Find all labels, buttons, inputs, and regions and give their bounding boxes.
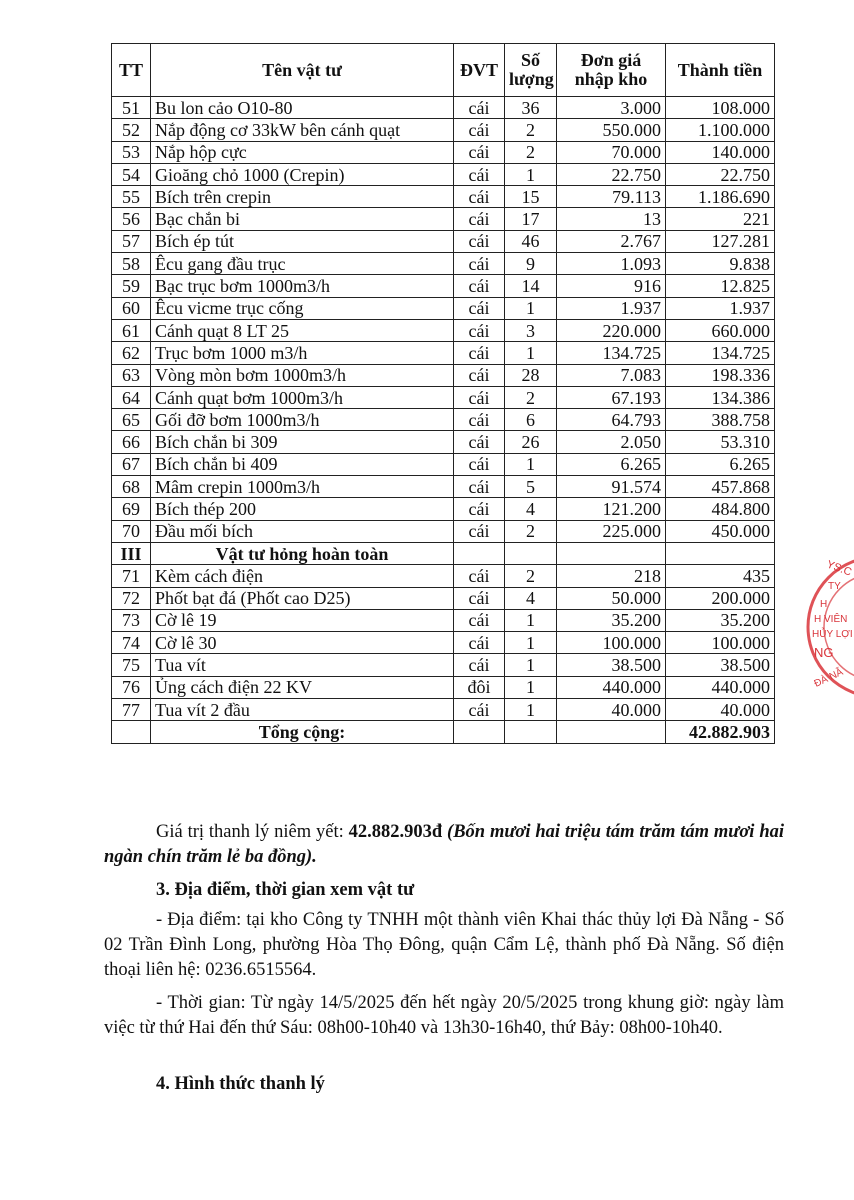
- table-row: [112, 676, 775, 698]
- cell-unit: cái: [454, 275, 505, 297]
- header-tt: TT: [112, 44, 151, 97]
- table-row: [112, 453, 775, 475]
- cell-total: 388.758: [666, 409, 775, 431]
- cell-tt: 55: [112, 186, 151, 208]
- materials-table: [111, 43, 775, 744]
- table-row: [112, 141, 775, 163]
- cell-total: 38.500: [666, 654, 775, 676]
- cell-total: 134.386: [666, 386, 775, 408]
- cell-name: Bích chắn bi 309: [151, 431, 454, 453]
- cell-name: Gối đỡ bơm 1000m3/h: [151, 409, 454, 431]
- listed-value-words: (Bốn mươi hai triệu tám trăm tám mươi hai ngàn chín trăm lẻ ba đồng).: [104, 822, 785, 867]
- location-paragraph: - Địa điểm: tại kho Công ty TNHH một thành viên Khai thác thủy lợi Đà Nẵng - Số 02 Trần Đình Long, phường Hòa Thọ Đông, quận Cẩm Lệ, thành phố Đà Nẵng. Số điện thoại liên hệ: 0236.6515564.: [104, 910, 784, 980]
- cell-price: 916: [557, 275, 666, 297]
- cell-qty: 1: [505, 609, 557, 631]
- table-row: [112, 520, 775, 542]
- cell-qty: 2: [505, 141, 557, 163]
- cell-name: Bạc trục bơm 1000m3/h: [151, 275, 454, 297]
- cell-total: 457.868: [666, 476, 775, 498]
- cell-total: 134.725: [666, 342, 775, 364]
- cell-price: 64.793: [557, 409, 666, 431]
- svg-text:YS.C: YS.C: [824, 558, 854, 579]
- table-row: [112, 699, 775, 721]
- cell-qty: 28: [505, 364, 557, 386]
- cell-total: 108.000: [666, 97, 775, 119]
- cell-total: 53.310: [666, 431, 775, 453]
- cell-unit: cái: [454, 119, 505, 141]
- cell-tt: 62: [112, 342, 151, 364]
- cell-price: 7.083: [557, 364, 666, 386]
- cell-qty: 1: [505, 163, 557, 185]
- cell-qty: 1: [505, 632, 557, 654]
- cell-tt: 64: [112, 386, 151, 408]
- cell-price: 67.193: [557, 386, 666, 408]
- cell-tt: 75: [112, 654, 151, 676]
- header-unit: ĐVT: [454, 44, 505, 97]
- cell-unit: cái: [454, 476, 505, 498]
- cell-tt: 66: [112, 431, 151, 453]
- cell-price: 35.200: [557, 609, 666, 631]
- cell-total: 200.000: [666, 587, 775, 609]
- svg-text:H: H: [820, 599, 828, 610]
- table-body: [112, 97, 775, 721]
- cell-tt: 76: [112, 676, 151, 698]
- cell-unit: [454, 542, 505, 564]
- cell-price: 22.750: [557, 163, 666, 185]
- cell-name: Phốt bạt đá (Phốt cao D25): [151, 587, 454, 609]
- cell-qty: 2: [505, 565, 557, 587]
- cell-qty: 4: [505, 587, 557, 609]
- cell-qty: 17: [505, 208, 557, 230]
- cell-name: Trục bơm 1000 m3/h: [151, 342, 454, 364]
- table-row: [112, 297, 775, 319]
- cell-tt: 72: [112, 587, 151, 609]
- cell-qty: 46: [505, 230, 557, 252]
- cell-tt: 65: [112, 409, 151, 431]
- cell-qty: 1: [505, 699, 557, 721]
- cell-price: 3.000: [557, 97, 666, 119]
- total-qty-cell: [505, 721, 557, 743]
- cell-price: 218: [557, 565, 666, 587]
- cell-name: Êcu vicme trục cống: [151, 297, 454, 319]
- table-row: [112, 253, 775, 275]
- total-value: 42.882.903: [666, 721, 775, 743]
- cell-price: 6.265: [557, 453, 666, 475]
- cell-tt: 77: [112, 699, 151, 721]
- cell-unit: cái: [454, 342, 505, 364]
- table-row: [112, 208, 775, 230]
- cell-unit: cái: [454, 186, 505, 208]
- cell-name: Cánh quạt 8 LT 25: [151, 319, 454, 341]
- cell-unit: cái: [454, 632, 505, 654]
- cell-total: 12.825: [666, 275, 775, 297]
- cell-total: 9.838: [666, 253, 775, 275]
- cell-total: [666, 542, 775, 564]
- cell-total: 198.336: [666, 364, 775, 386]
- header-qty: [505, 44, 557, 97]
- cell-price: 38.500: [557, 654, 666, 676]
- cell-unit: cái: [454, 97, 505, 119]
- cell-unit: cái: [454, 230, 505, 252]
- cell-unit: cái: [454, 654, 505, 676]
- cell-tt: 52: [112, 119, 151, 141]
- cell-total: 6.265: [666, 453, 775, 475]
- cell-tt: 71: [112, 565, 151, 587]
- table-row: [112, 632, 775, 654]
- cell-total: 221: [666, 208, 775, 230]
- total-row: [112, 721, 775, 743]
- cell-price: 225.000: [557, 520, 666, 542]
- cell-total: 660.000: [666, 319, 775, 341]
- svg-text:TY: TY: [828, 581, 841, 592]
- table-row: [112, 364, 775, 386]
- cell-name: Bích thép 200: [151, 498, 454, 520]
- cell-total: 140.000: [666, 141, 775, 163]
- table-row: [112, 342, 775, 364]
- table-row: [112, 476, 775, 498]
- cell-price: 50.000: [557, 587, 666, 609]
- cell-name: Kèm cách điện: [151, 565, 454, 587]
- cell-price: 440.000: [557, 676, 666, 698]
- table-row: [112, 498, 775, 520]
- cell-name: Cờ lê 19: [151, 609, 454, 631]
- cell-tt: 58: [112, 253, 151, 275]
- cell-name: Gioăng chỏ 1000 (Crepin): [151, 163, 454, 185]
- cell-unit: cái: [454, 364, 505, 386]
- cell-name: Vòng mòn bơm 1000m3/h: [151, 364, 454, 386]
- table-row: [112, 97, 775, 119]
- cell-unit: cái: [454, 297, 505, 319]
- cell-total: 127.281: [666, 230, 775, 252]
- cell-unit: cái: [454, 386, 505, 408]
- table-header-row: [112, 44, 775, 97]
- cell-price: 70.000: [557, 141, 666, 163]
- cell-qty: 6: [505, 409, 557, 431]
- cell-price: 2.767: [557, 230, 666, 252]
- cell-qty: 2: [505, 386, 557, 408]
- table-row: [112, 654, 775, 676]
- header-qty-line1: Số: [520, 50, 540, 70]
- cell-price: 220.000: [557, 319, 666, 341]
- cell-unit: đôi: [454, 676, 505, 698]
- cell-unit: cái: [454, 609, 505, 631]
- cell-name: Nắp hộp cực: [151, 141, 454, 163]
- table-row: [112, 230, 775, 252]
- cell-unit: cái: [454, 699, 505, 721]
- table-row: [112, 431, 775, 453]
- cell-total: 484.800: [666, 498, 775, 520]
- cell-unit: cái: [454, 431, 505, 453]
- cell-price: 1.093: [557, 253, 666, 275]
- total-unit-cell: [454, 721, 505, 743]
- header-qty-line2: lượng: [509, 69, 554, 89]
- header-price-line1: Đơn giá: [580, 50, 642, 70]
- cell-name: Tua vít 2 đầu: [151, 699, 454, 721]
- cell-name: Bạc chắn bi: [151, 208, 454, 230]
- cell-total: 440.000: [666, 676, 775, 698]
- header-price: [557, 44, 666, 97]
- cell-qty: 1: [505, 342, 557, 364]
- cell-total: 22.750: [666, 163, 775, 185]
- cell-tt: 70: [112, 520, 151, 542]
- cell-name: Bích trên crepin: [151, 186, 454, 208]
- cell-unit: cái: [454, 587, 505, 609]
- cell-unit: cái: [454, 141, 505, 163]
- cell-tt: 57: [112, 230, 151, 252]
- cell-price: [557, 542, 666, 564]
- table-row: [112, 319, 775, 341]
- table-row: [112, 609, 775, 631]
- cell-qty: 1: [505, 453, 557, 475]
- cell-qty: 26: [505, 431, 557, 453]
- cell-qty: 9: [505, 253, 557, 275]
- table-row: [112, 119, 775, 141]
- cell-qty: 4: [505, 498, 557, 520]
- svg-text:NG: NG: [814, 645, 834, 660]
- cell-price: 79.113: [557, 186, 666, 208]
- cell-name: Bích chắn bi 409: [151, 453, 454, 475]
- cell-total: 35.200: [666, 609, 775, 631]
- cell-tt: 60: [112, 297, 151, 319]
- cell-price: 100.000: [557, 632, 666, 654]
- section-row: [112, 542, 775, 564]
- cell-name: Đầu mối bích: [151, 520, 454, 542]
- cell-tt: 68: [112, 476, 151, 498]
- listed-value-amount: 42.882.903đ: [348, 822, 443, 842]
- cell-total: 450.000: [666, 520, 775, 542]
- cell-qty: 14: [505, 275, 557, 297]
- cell-name: Tua vít: [151, 654, 454, 676]
- table-row: [112, 386, 775, 408]
- total-price-cell: [557, 721, 666, 743]
- cell-name: Êcu gang đầu trục: [151, 253, 454, 275]
- cell-total: 1.186.690: [666, 186, 775, 208]
- listed-value-paragraph: [104, 820, 784, 870]
- cell-name: Bu lon cảo O10-80: [151, 97, 454, 119]
- cell-total: 1.937: [666, 297, 775, 319]
- cell-total: 435: [666, 565, 775, 587]
- cell-unit: cái: [454, 453, 505, 475]
- cell-name: Mâm crepin 1000m3/h: [151, 476, 454, 498]
- cell-qty: 1: [505, 676, 557, 698]
- cell-unit: cái: [454, 520, 505, 542]
- cell-tt: 51: [112, 97, 151, 119]
- cell-qty: 15: [505, 186, 557, 208]
- header-price-line2: nhập kho: [574, 69, 648, 89]
- cell-tt: 69: [112, 498, 151, 520]
- cell-tt: 56: [112, 208, 151, 230]
- svg-text:ĐÀ NẴ: ĐÀ NẴ: [812, 666, 845, 690]
- cell-unit: cái: [454, 319, 505, 341]
- cell-tt: 73: [112, 609, 151, 631]
- section-4-heading: 4. Hình thức thanh lý: [156, 1074, 325, 1094]
- cell-unit: cái: [454, 409, 505, 431]
- table-row: [112, 186, 775, 208]
- cell-name: Bích ép tút: [151, 230, 454, 252]
- cell-price: 40.000: [557, 699, 666, 721]
- cell-tt: 54: [112, 163, 151, 185]
- cell-price: 550.000: [557, 119, 666, 141]
- time-paragraph: - Thời gian: Từ ngày 14/5/2025 đến hết ngày 20/5/2025 trong khung giờ: ngày làm việc từ thứ Hai đến thứ Sáu: 08h00-10h40 và 13h30-16h40, thứ Bảy: 08h00-10h40.: [104, 993, 784, 1038]
- cell-price: 2.050: [557, 431, 666, 453]
- table-row: [112, 275, 775, 297]
- table-row: [112, 587, 775, 609]
- cell-tt: 53: [112, 141, 151, 163]
- cell-unit: cái: [454, 498, 505, 520]
- table-row: [112, 565, 775, 587]
- cell-name: Cánh quạt bơm 1000m3/h: [151, 386, 454, 408]
- cell-qty: [505, 542, 557, 564]
- cell-price: 91.574: [557, 476, 666, 498]
- cell-name: Ủng cách điện 22 KV: [151, 676, 454, 698]
- cell-qty: 2: [505, 119, 557, 141]
- cell-qty: 2: [505, 520, 557, 542]
- svg-text:HỦY LỢI: HỦY LỢI: [812, 629, 853, 640]
- cell-tt: III: [112, 542, 151, 564]
- cell-unit: cái: [454, 565, 505, 587]
- listed-value-prefix: Giá trị thanh lý niêm yết:: [156, 822, 349, 842]
- header-total: Thành tiền: [666, 44, 775, 97]
- cell-qty: 1: [505, 654, 557, 676]
- cell-qty: 3: [505, 319, 557, 341]
- cell-name: Cờ lê 30: [151, 632, 454, 654]
- cell-unit: cái: [454, 163, 505, 185]
- cell-name: Nắp động cơ 33kW bên cánh quạt: [151, 119, 454, 141]
- table-row: [112, 409, 775, 431]
- cell-unit: cái: [454, 253, 505, 275]
- cell-qty: 36: [505, 97, 557, 119]
- cell-tt: 74: [112, 632, 151, 654]
- cell-price: 13: [557, 208, 666, 230]
- table-row: [112, 163, 775, 185]
- cell-tt: 59: [112, 275, 151, 297]
- company-seal-stamp: [806, 537, 854, 717]
- cell-price: 121.200: [557, 498, 666, 520]
- cell-price: 1.937: [557, 297, 666, 319]
- svg-text:H VIÊN: H VIÊN: [814, 614, 848, 625]
- cell-total: 40.000: [666, 699, 775, 721]
- header-name: Tên vật tư: [151, 44, 454, 97]
- cell-qty: 5: [505, 476, 557, 498]
- cell-tt: 63: [112, 364, 151, 386]
- total-label: Tổng cộng:: [151, 721, 454, 743]
- cell-qty: 1: [505, 297, 557, 319]
- cell-tt: 67: [112, 453, 151, 475]
- cell-price: 134.725: [557, 342, 666, 364]
- cell-total: 1.100.000: [666, 119, 775, 141]
- total-tt-cell: [112, 721, 151, 743]
- cell-tt: 61: [112, 319, 151, 341]
- cell-name: Vật tư hỏng hoàn toàn: [151, 542, 454, 564]
- cell-unit: cái: [454, 208, 505, 230]
- cell-total: 100.000: [666, 632, 775, 654]
- section-3-heading: 3. Địa điểm, thời gian xem vật tư: [156, 880, 415, 900]
